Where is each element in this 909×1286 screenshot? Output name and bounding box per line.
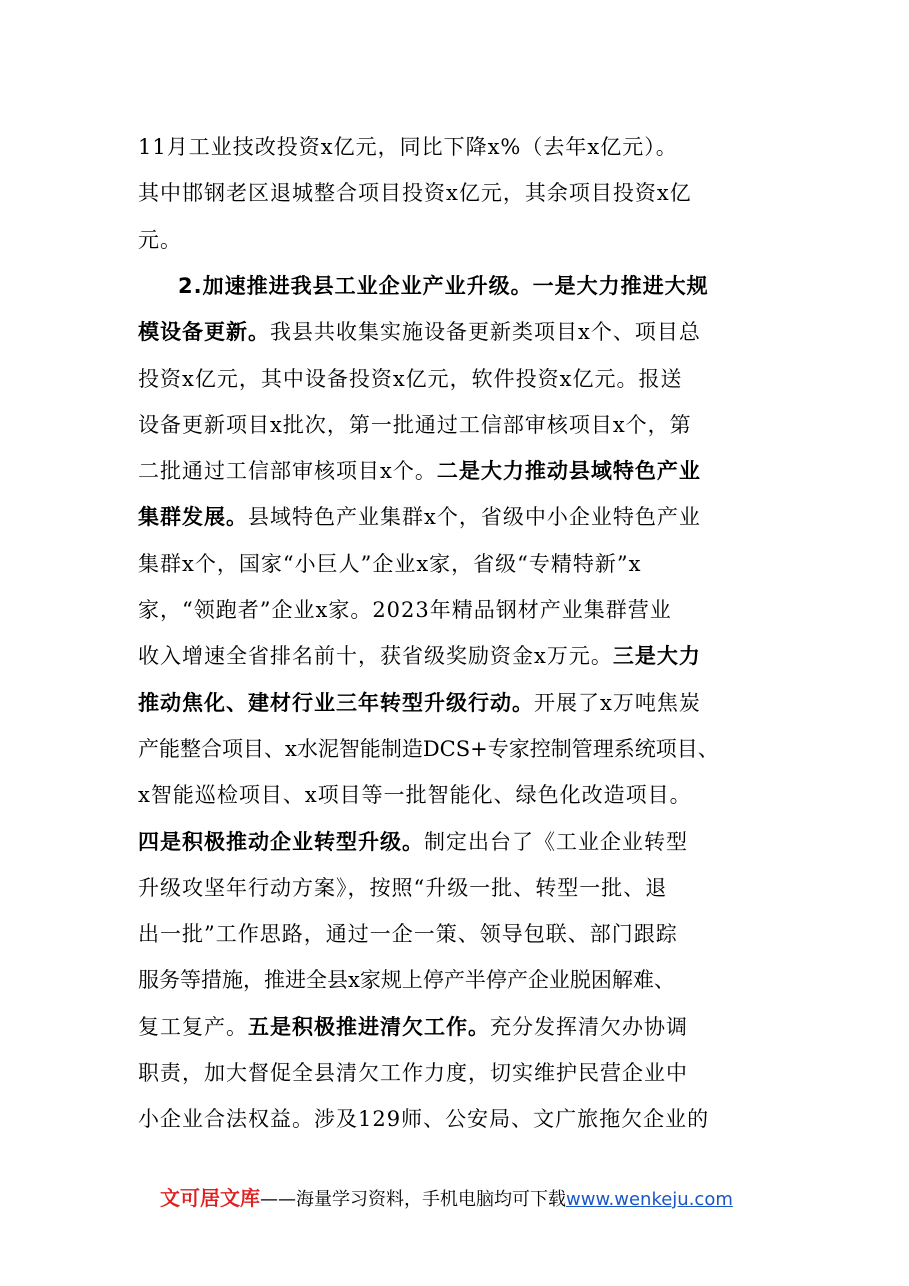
text-line xyxy=(178,266,818,306)
text-segment: 小企业合法权益。涉及129师、公安局、文广旅拖欠企业的 xyxy=(138,1107,710,1131)
footer-site-link[interactable]: www.wenkeju.com xyxy=(566,1189,733,1210)
bold-text-segment: 2.加速推进我县工业企业产业升级。一是大力推进大规 xyxy=(178,274,709,298)
text-line xyxy=(138,822,778,862)
text-segment: 集群x个，国家“小巨人”企业x家，省级“专精特新”x xyxy=(138,552,642,576)
bold-text-segment: 模设备更新。 xyxy=(138,320,270,344)
text-segment: x智能巡检项目、x项目等一批智能化、绿色化改造项目。 xyxy=(138,783,692,807)
footer-brand: 文可居文库 xyxy=(160,1186,260,1210)
text-line xyxy=(138,868,778,908)
text-segment: 职责，加大督促全县清欠工作力度，切实维护民营企业中 xyxy=(138,1061,688,1085)
text-line xyxy=(138,220,778,260)
text-line xyxy=(138,729,778,769)
text-line xyxy=(138,1099,778,1139)
bold-text-segment: 五是积极推进清欠工作。 xyxy=(248,1015,490,1039)
text-line xyxy=(138,775,778,815)
bold-text-segment: 集群发展。 xyxy=(138,505,248,529)
text-segment: 复工复产。 xyxy=(138,1015,248,1039)
bold-text-segment: 四是积极推动企业转型升级。 xyxy=(138,830,424,854)
text-line xyxy=(138,590,778,630)
text-line xyxy=(138,544,778,584)
text-line xyxy=(138,359,778,399)
text-line xyxy=(138,312,778,352)
text-segment: 投资x亿元，其中设备投资x亿元，软件投资x亿元。报送 xyxy=(138,367,683,391)
bold-text-segment: 推动焦化、建材行业三年转型升级行动。 xyxy=(138,691,534,715)
text-segment: 服务等措施，推进全县x家规上停产半停产企业脱困解难、 xyxy=(138,968,675,992)
bold-text-segment: 二是大力推动县域特色产业 xyxy=(436,459,701,483)
text-line xyxy=(138,636,778,676)
text-segment: 县域特色产业集群x个，省级中小企业特色产业 xyxy=(248,505,701,529)
text-line xyxy=(138,960,778,1000)
text-segment: 设备更新项目x批次，第一批通过工信部审核项目x个，第 xyxy=(138,413,692,437)
text-line xyxy=(138,405,778,445)
text-line xyxy=(138,497,778,537)
text-line xyxy=(138,1007,778,1047)
text-line xyxy=(138,127,778,167)
text-line xyxy=(138,451,778,491)
footer xyxy=(160,1180,733,1216)
text-line xyxy=(138,1053,778,1093)
text-segment: 产能整合项目、x水泥智能制造DCS+专家控制管理系统项目、 xyxy=(138,737,719,761)
text-segment: 出一批”工作思路，通过一企一策、领导包联、部门跟踪 xyxy=(138,922,678,946)
text-line xyxy=(138,683,778,723)
text-segment: 其中邯钢老区退城整合项目投资x亿元，其余项目投资x亿 xyxy=(138,181,692,205)
text-segment: 制定出台了《工业企业转型 xyxy=(424,830,688,854)
text-line xyxy=(138,914,778,954)
text-segment: 家，“领跑者”企业x家。2023年精品钢材产业集群营业 xyxy=(138,598,672,622)
text-segment: 升级攻坚年行动方案》，按照“升级一批、转型一批、退 xyxy=(138,876,668,900)
text-segment: 收入增速全省排名前十，获省级奖励资金x万元。 xyxy=(138,644,613,668)
text-segment: 11月工业技改投资x亿元，同比下降x%（去年x亿元）。 xyxy=(138,135,678,159)
text-segment: 充分发挥清欠办协调 xyxy=(490,1015,688,1039)
text-segment: 元。 xyxy=(138,228,182,252)
bold-text-segment: 三是大力 xyxy=(612,644,701,668)
text-line xyxy=(138,173,778,213)
text-segment: 我县共收集实施设备更新类项目x个、项目总 xyxy=(270,320,701,344)
text-segment: 开展了x万吨焦炭 xyxy=(534,691,701,715)
text-segment: 二批通过工信部审核项目x个。 xyxy=(138,459,437,483)
footer-tagline: ——海量学习资料，手机电脑均可下载 xyxy=(260,1189,566,1210)
